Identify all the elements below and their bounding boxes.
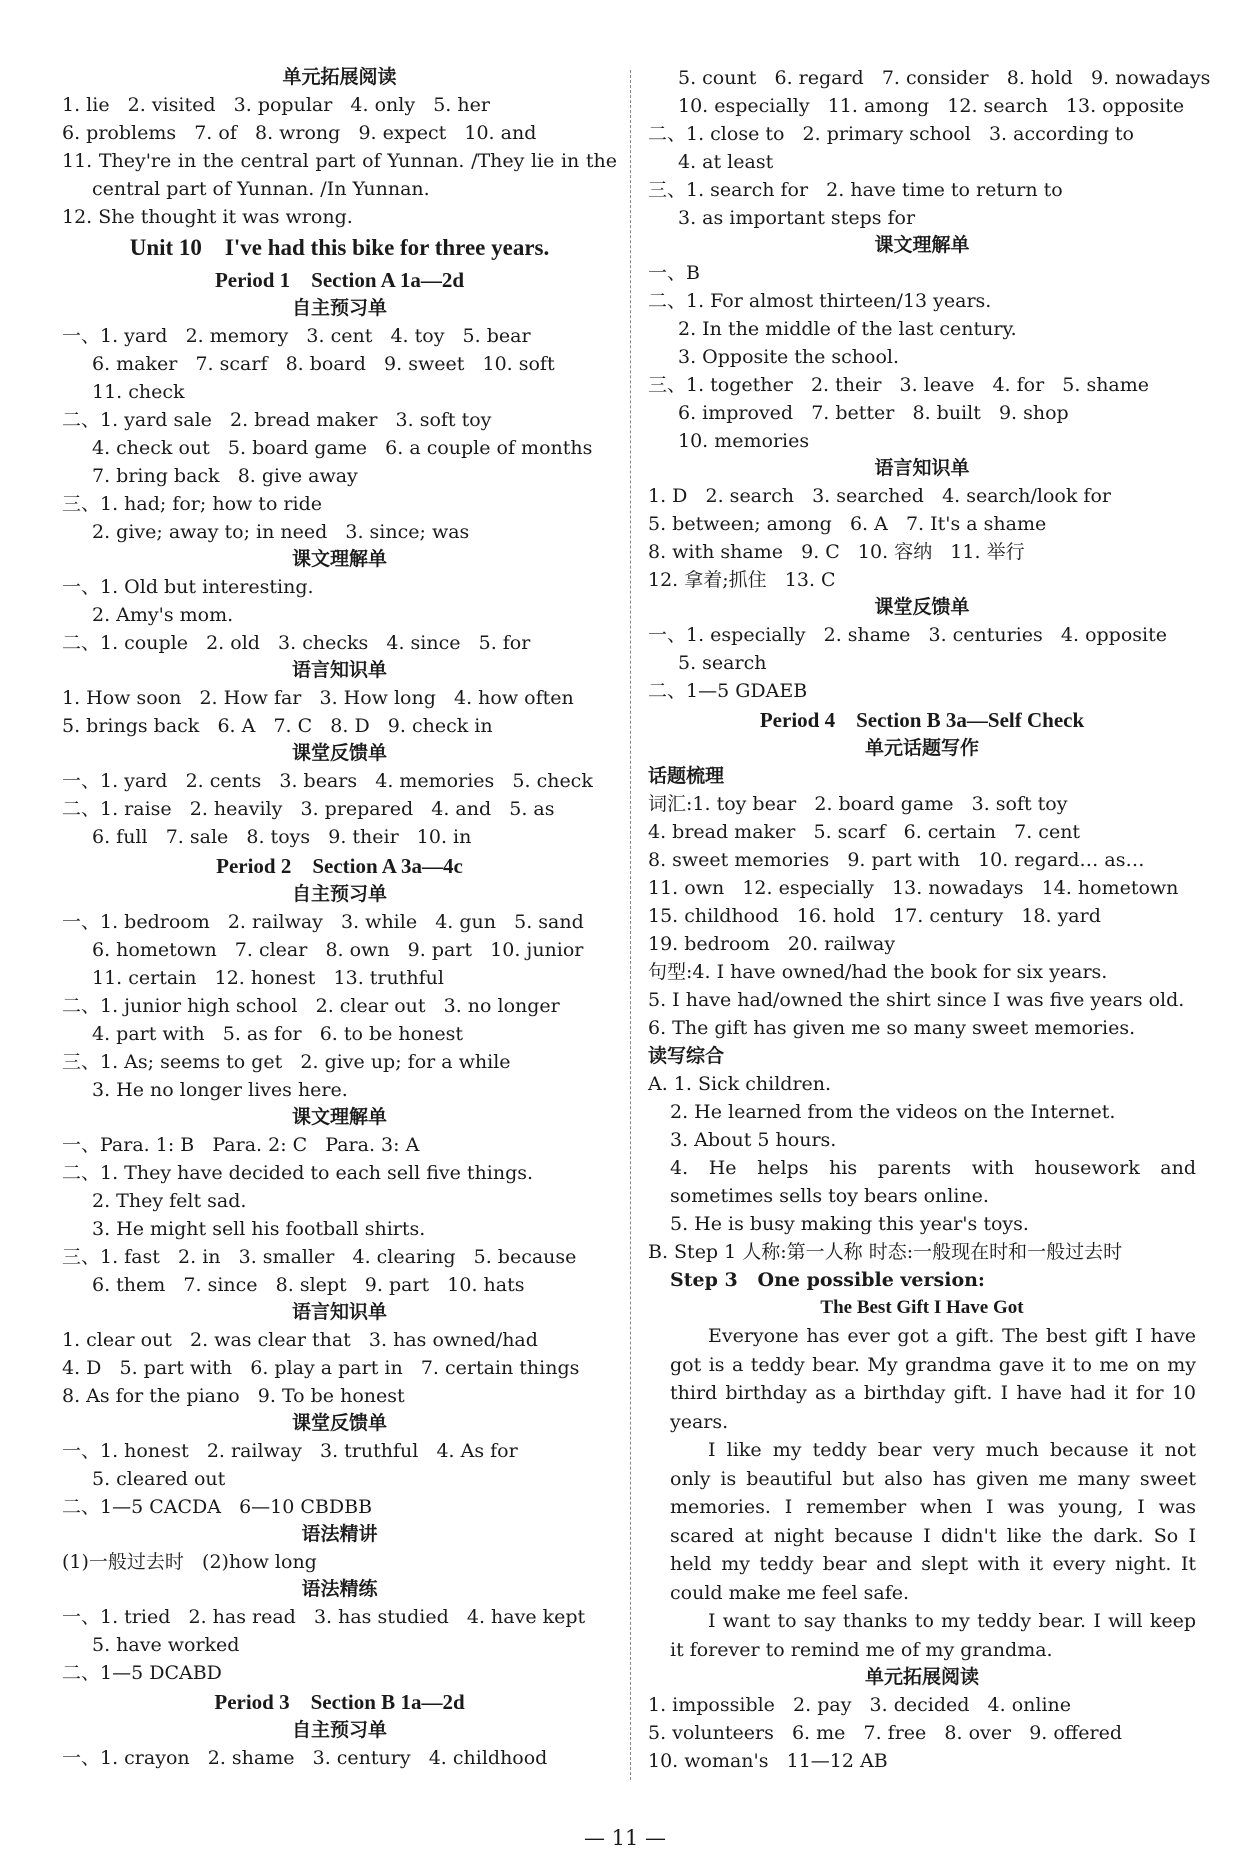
answer-line: 1. How soon 2. How far 3. How long 4. how often xyxy=(62,687,574,709)
answer-line: 1. D 2. search 3. searched 4. search/look for xyxy=(648,485,1111,507)
period-heading: Period 1 Section A 1a—2d xyxy=(214,268,465,292)
step-label: Step 3 One possible version: xyxy=(670,1269,985,1291)
answer-line: 一、1. tried 2. has read 3. has studied 4. have kept xyxy=(62,1606,586,1628)
section-heading: 语法精练 xyxy=(301,1578,378,1600)
answer-line: 10. memories xyxy=(678,430,810,452)
answer-line: 句型:4. I have owned/had the book for six years. xyxy=(648,961,1108,983)
answer-line: 8. sweet memories 9. part with 10. regard… as… xyxy=(648,849,1145,871)
subsection-label: 话题梳理 xyxy=(648,765,725,787)
answer-line: 6. them 7. since 8. slept 9. part 10. hats xyxy=(92,1274,525,1296)
answer-line: 三、1. As; seems to get 2. give up; for a while xyxy=(62,1051,511,1073)
answer-line: 2. give; away to; in need 3. since; was xyxy=(92,521,470,543)
answer-line: 8. with shame 9. C 10. 容纳 11. 举行 xyxy=(648,541,1025,563)
page-number: — 11 — xyxy=(583,1826,667,1850)
subsection-label: 读写综合 xyxy=(648,1045,725,1067)
section-heading: 课堂反馈单 xyxy=(291,1412,387,1434)
answer-line: 12. She thought it was wrong. xyxy=(62,206,353,228)
section-heading: 单元话题写作 xyxy=(864,737,979,759)
answer-line: B. Step 1 人称:第一人称 时态:一般现在时和一般过去时 xyxy=(648,1241,1123,1263)
answer-line: 5. search xyxy=(678,652,767,674)
section-heading: 自主预习单 xyxy=(291,883,387,905)
answer-line: 11. own 12. especially 13. nowadays 14. hometown xyxy=(648,877,1179,899)
answer-line: 二、1—5 CACDA 6—10 CBDBB xyxy=(62,1496,373,1518)
answer-line: 二、1—5 DCABD xyxy=(62,1662,222,1684)
answer-line: 2. They felt sad. xyxy=(92,1190,247,1212)
answer-line: 二、1. They have decided to each sell five things. xyxy=(62,1162,534,1184)
answer-line: 3. Opposite the school. xyxy=(678,346,900,368)
answer-line: 二、1—5 GDAEB xyxy=(648,680,808,702)
answer-line: 一、Para. 1: B Para. 2: C Para. 3: A xyxy=(62,1134,420,1156)
answer-line: 二、1. junior high school 2. clear out 3. no longer xyxy=(62,995,560,1017)
section-heading: 课堂反馈单 xyxy=(291,742,387,764)
section-heading: 课堂反馈单 xyxy=(874,596,970,618)
answer-line: 5. volunteers 6. me 7. free 8. over 9. offered xyxy=(648,1722,1123,1744)
answer-line: 词汇:1. toy bear 2. board game 3. soft toy xyxy=(648,793,1068,815)
answer-line: 一、1. crayon 2. shame 3. century 4. childhood xyxy=(62,1747,548,1769)
section-heading: 语法精讲 xyxy=(301,1523,378,1545)
answer-line: 二、1. yard sale 2. bread maker 3. soft toy xyxy=(62,409,492,431)
section-heading: 语言知识单 xyxy=(291,659,387,681)
answer-line: 二、1. raise 2. heavily 3. prepared 4. and 5. as xyxy=(62,798,555,820)
answer-line: 3. as important steps for xyxy=(678,207,916,229)
answer-line: 5. brings back 6. A 7. C 8. D 9. check in xyxy=(62,715,493,737)
answer-line: 11. They're in the central part of Yunnan. /They lie in the central part of Yunnan. /In Yunnan. xyxy=(62,150,617,200)
answer-line: 10. especially 11. among 12. search 13. opposite xyxy=(678,95,1185,117)
answer-line: 6. full 7. sale 8. toys 9. their 10. in xyxy=(92,826,472,848)
answer-line: 3. About 5 hours. xyxy=(670,1129,837,1151)
right-column xyxy=(648,64,1211,1775)
left-column xyxy=(62,64,617,1772)
answer-line: 三、1. search for 2. have time to return to xyxy=(648,179,1063,201)
answer-line: 二、1. close to 2. primary school 3. according to xyxy=(648,123,1134,145)
answer-line: 二、1. For almost thirteen/13 years. xyxy=(648,290,992,312)
essay-paragraph: I like my teddy bear very much because it not only is beautiful but also has given me many sweet memories. I remember when I was young, I was scared at night because I didn't like the dark. So I held my teddy bear and slept with it every night. It could make me feel safe. xyxy=(670,1439,1196,1604)
section-heading: 课文理解单 xyxy=(874,234,970,256)
answer-line: 5. between; among 6. A 7. It's a shame xyxy=(648,513,1047,535)
section-heading: 自主预习单 xyxy=(291,1719,387,1741)
period-heading: Period 3 Section B 1a—2d xyxy=(214,1690,465,1714)
essay-paragraph: I want to say thanks to my teddy bear. I will keep it forever to remind me of my grandma. xyxy=(670,1610,1196,1661)
column-divider xyxy=(630,70,631,1780)
answer-line: 5. count 6. regard 7. consider 8. hold 9. nowadays xyxy=(678,67,1211,89)
answer-line: 一、B xyxy=(648,262,700,284)
answer-line: 4. at least xyxy=(678,151,774,173)
section-heading: 单元拓展阅读 xyxy=(864,1666,979,1688)
answer-line: 一、1. honest 2. railway 3. truthful 4. As for xyxy=(62,1440,518,1462)
answer-line: 6. The gift has given me so many sweet memories. xyxy=(648,1017,1136,1039)
answer-line: (1)一般过去时 (2)how long xyxy=(62,1551,317,1573)
answer-line: 7. bring back 8. give away xyxy=(92,465,358,487)
answer-line: 4. D 5. part with 6. play a part in 7. certain things xyxy=(62,1357,580,1379)
answer-line: 一、1. yard 2. memory 3. cent 4. toy 5. bear xyxy=(62,325,531,347)
answer-line: 1. lie 2. visited 3. popular 4. only 5. her xyxy=(62,94,490,116)
answer-line: 一、1. Old but interesting. xyxy=(62,576,314,598)
answer-line: 11. certain 12. honest 13. truthful xyxy=(92,967,444,989)
section-heading: 单元拓展阅读 xyxy=(282,66,397,88)
answer-line: 4. He helps his parents with housework and sometimes sells toy bears online. xyxy=(670,1157,1196,1207)
answer-line: 一、1. especially 2. shame 3. centuries 4. opposite xyxy=(648,624,1167,646)
answer-line: 三、1. fast 2. in 3. smaller 4. clearing 5. because xyxy=(62,1246,577,1268)
period-heading: Period 2 Section A 3a—4c xyxy=(216,854,463,878)
answer-line: 10. woman's 11—12 AB xyxy=(648,1750,888,1772)
section-heading: 自主预习单 xyxy=(291,297,387,319)
answer-line: A. 1. Sick children. xyxy=(648,1073,832,1095)
answer-line: 5. cleared out xyxy=(92,1468,226,1490)
period-heading: Period 4 Section B 3a—Self Check xyxy=(759,708,1085,732)
answer-line: 15. childhood 16. hold 17. century 18. yard xyxy=(648,905,1101,927)
essay-paragraph: Everyone has ever got a gift. The best gift I have got is a teddy bear. My grandma gave it to me on my third birthday as a birthday gift. I have had it for 10 years. xyxy=(670,1325,1196,1433)
unit-title: Unit 10 I've had this bike for three years. xyxy=(129,235,550,260)
answer-line: 6. improved 7. better 8. built 9. shop xyxy=(678,402,1069,424)
section-heading: 课文理解单 xyxy=(291,548,387,570)
answer-line: 5. have worked xyxy=(92,1634,240,1656)
answer-line: 1. impossible 2. pay 3. decided 4. online xyxy=(648,1694,1072,1716)
answer-line: 3. He might sell his football shirts. xyxy=(92,1218,426,1240)
section-heading: 语言知识单 xyxy=(291,1301,387,1323)
answer-line: 6. problems 7. of 8. wrong 9. expect 10. and xyxy=(62,122,537,144)
answer-line: 2. He learned from the videos on the Internet. xyxy=(670,1101,1116,1123)
answer-line: 4. part with 5. as for 6. to be honest xyxy=(92,1023,463,1045)
answer-line: 19. bedroom 20. railway xyxy=(648,933,896,955)
answer-line: 6. maker 7. scarf 8. board 9. sweet 10. soft xyxy=(92,353,555,375)
answer-line: 5. He is busy making this year's toys. xyxy=(670,1213,1029,1235)
answer-line: 6. hometown 7. clear 8. own 9. part 10. junior xyxy=(92,939,584,961)
answer-line: 8. As for the piano 9. To be honest xyxy=(62,1385,405,1407)
answer-line: 2. In the middle of the last century. xyxy=(678,318,1017,340)
essay-title: The Best Gift I Have Got xyxy=(820,1297,1024,1318)
answer-line: 一、1. yard 2. cents 3. bears 4. memories 5. check xyxy=(62,770,593,792)
answer-line: 2. Amy's mom. xyxy=(92,604,234,626)
answer-line: 1. clear out 2. was clear that 3. has owned/had xyxy=(62,1329,538,1351)
answer-line: 三、1. had; for; how to ride xyxy=(62,493,322,515)
answer-line: 4. check out 5. board game 6. a couple of months xyxy=(92,437,593,459)
answer-line: 一、1. bedroom 2. railway 3. while 4. gun 5. sand xyxy=(62,911,584,933)
answer-line: 二、1. couple 2. old 3. checks 4. since 5. for xyxy=(62,632,531,654)
answer-line: 11. check xyxy=(92,381,185,403)
answer-line: 3. He no longer lives here. xyxy=(92,1079,348,1101)
answer-line: 4. bread maker 5. scarf 6. certain 7. cent xyxy=(648,821,1081,843)
section-heading: 语言知识单 xyxy=(874,457,970,479)
section-heading: 课文理解单 xyxy=(291,1106,387,1128)
answer-line: 5. I have had/owned the shirt since I was five years old. xyxy=(648,989,1185,1011)
answer-line: 三、1. together 2. their 3. leave 4. for 5. shame xyxy=(648,374,1150,396)
answer-line: 12. 拿着;抓住 13. C xyxy=(648,569,836,591)
